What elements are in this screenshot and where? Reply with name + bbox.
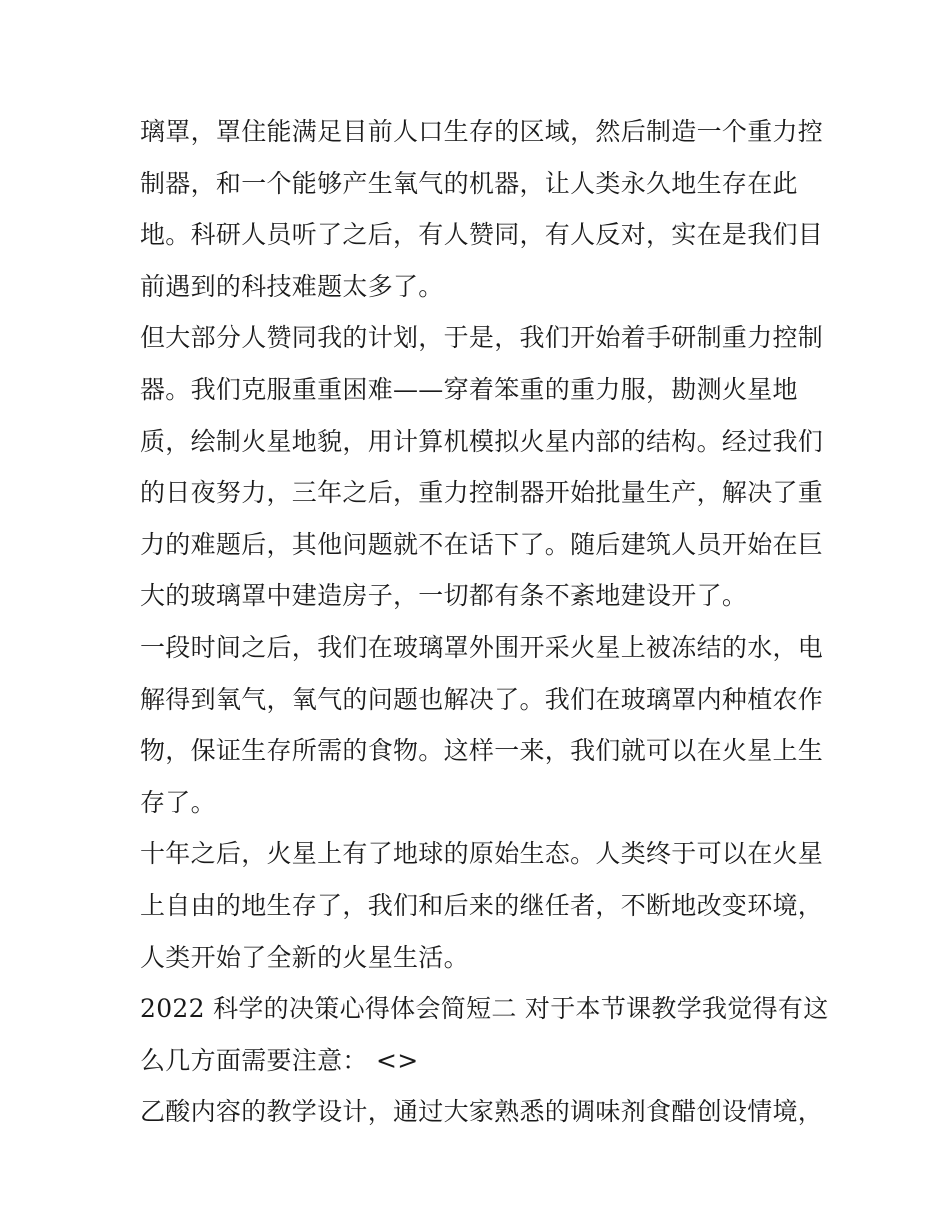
text-line: 2022 科学的决策心得体会简短二 对于本节课教学我觉得有这 <box>140 994 829 1024</box>
body-text <box>140 106 830 1138</box>
text-line: 物，保证生存所需的食物。这样一来，我们就可以在火星上生 <box>140 736 824 766</box>
text-line: 十年之后，火星上有了地球的原始生态。人类终于可以在火星 <box>140 839 824 869</box>
text-line: 一段时间之后，我们在玻璃罩外围开采火星上被冻结的水，电 <box>140 632 824 662</box>
text-line: 乙酸内容的教学设计，通过大家熟悉的调味剂食醋创设情境， <box>140 1097 824 1127</box>
text-line: 前遇到的科技难题太多了。 <box>140 271 444 301</box>
text-line: 质，绘制火星地貌，用计算机模拟火星内部的结构。经过我们 <box>140 426 824 456</box>
text-line: 器。我们克服重重困难——穿着笨重的重力服，勘测火星地 <box>140 374 798 404</box>
text-line: 人类开始了全新的火星生活。 <box>140 942 469 972</box>
text-line: 上自由的地生存了，我们和后来的继任者，不断地改变环境， <box>140 890 824 920</box>
text-line: 解得到氧气，氧气的问题也解决了。我们在玻璃罩内种植农作 <box>140 684 824 714</box>
text-line: 的日夜努力，三年之后，重力控制器开始批量生产，解决了重 <box>140 478 824 508</box>
text-line: 力的难题后，其他问题就不在话下了。随后建筑人员开始在巨 <box>140 529 824 559</box>
text-line: 璃罩，罩住能满足目前人口生存的区域，然后制造一个重力控 <box>140 117 824 146</box>
text-line: 制器，和一个能够产生氧气的机器，让人类永久地生存在此 <box>140 168 798 198</box>
text-line: 么几方面需要注意： <> <box>140 1045 419 1075</box>
text-line: 存了。 <box>140 787 216 817</box>
text-line: 但大部分人赞同我的计划，于是，我们开始着手研制重力控制 <box>140 323 824 353</box>
text-line: 地。科研人员听了之后，有人赞同，有人反对，实在是我们目 <box>140 220 824 250</box>
text-line: 大的玻璃罩中建造房子，一切都有条不紊地建设开了。 <box>140 581 748 611</box>
